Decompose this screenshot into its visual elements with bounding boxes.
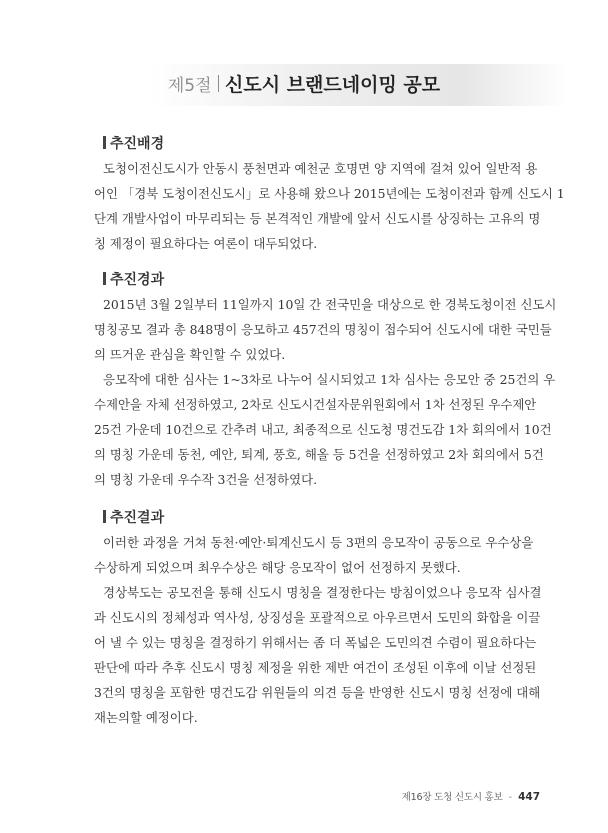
paragraph-line: 응모작에 대한 심사는 1~3차로 나누어 실시되었고 1차 심사는 응모안 중 25건의 우 <box>103 372 556 387</box>
paragraph-line: 수상하게 되었으며 최우수상은 해당 응모작이 없어 선정하지 못했다. <box>94 560 461 575</box>
subheading-result <box>103 507 164 529</box>
paragraph-line: 과 신도시의 정체성과 역사성, 상징성을 포괄적으로 아우르면서 도민의 화합을 이끌 <box>94 610 541 625</box>
page-number: 447 <box>518 791 540 803</box>
footer-chapter: 제16장 도청 신도시 홍보 <box>401 792 503 803</box>
paragraph-line: 2015년 3월 2일부터 11일까지 10일 간 전국민을 대상으로 한 경북도청이전 신도시 <box>103 297 557 312</box>
page-footer <box>402 789 540 803</box>
paragraph-line: 25건 가운데 10건으로 간추려 내고, 최종적으로 신도청 명건도감 1차 회의에서 10건 <box>94 422 552 437</box>
heading-bar-marker <box>103 510 106 523</box>
paragraph-line: 의 명칭 가운데 우수작 3건을 선정하였다. <box>94 472 318 487</box>
section-title <box>0 70 608 100</box>
paragraph-line: 단계 개발사업이 마무리되는 등 본격적인 개발에 앞서 신도시를 상징하는 고유의 명 <box>94 211 541 226</box>
paragraph-line: 3건의 명칭을 포함한 명건도감 위원들의 의견 등을 반영한 신도시 명칭 선정에 대해 <box>94 685 541 700</box>
subheading-background <box>103 133 164 155</box>
heading-bar-marker <box>103 272 106 285</box>
paragraph-line: 수제안을 자체 선정하였고, 2차로 신도시건설자문위원회에서 1차 선정된 우수제안 <box>94 397 537 412</box>
subheading-label: 추진배경 <box>110 136 165 152</box>
heading-bar-marker <box>103 136 106 149</box>
paragraph-line: 재논의할 예정이다. <box>94 710 198 725</box>
section-heading: 신도시 브랜드네이밍 공모 <box>225 74 441 96</box>
subheading-progress <box>103 269 164 291</box>
paragraph-line: 명칭공모 결과 총 848명이 응모하고 457건의 명칭이 접수되어 신도시에 대한 국민들 <box>94 322 552 337</box>
paragraph-line: 의 뜨거운 관심을 확인할 수 있었다. <box>94 347 286 362</box>
section-number: 제5절 <box>167 76 212 96</box>
paragraph-line: 도청이전신도시가 안동시 풍천면과 예천군 호명면 양 지역에 걸쳐 있어 일반적 용 <box>103 161 538 176</box>
subheading-label: 추진경과 <box>110 272 165 288</box>
paragraph-line: 판단에 따라 추후 신도시 명칭 제정을 위한 제반 여건이 조성된 이후에 이날 선정된 <box>94 660 537 675</box>
footer-separator: - <box>508 792 513 803</box>
paragraph-line: 의 명칭 가운데 동천, 예안, 퇴계, 풍호, 해올 등 5건을 선정하였고 2차 회의에서 5건 <box>94 447 544 462</box>
paragraph-line: 어인 「경북 도청이전신도시」로 사용해 왔으나 2015년에는 도청이전과 함께 신도시 1 <box>94 186 565 201</box>
paragraph-line: 이러한 과정을 거쳐 동천·예안·퇴계신도시 등 3편의 응모작이 공동으로 우수상을 <box>103 535 534 550</box>
title-divider <box>218 75 220 92</box>
subheading-label: 추진결과 <box>110 510 165 526</box>
paragraph-line: 어 낼 수 있는 명칭을 결정하기 위해서는 좀 더 폭넓은 도민의견 수렴이 필요하다는 <box>94 635 537 650</box>
paragraph-line: 경상북도는 공모전을 통해 신도시 명칭을 결정한다는 방침이었으나 응모작 심사결 <box>103 585 542 600</box>
paragraph-line: 칭 제정이 필요하다는 여론이 대두되었다. <box>94 236 318 251</box>
